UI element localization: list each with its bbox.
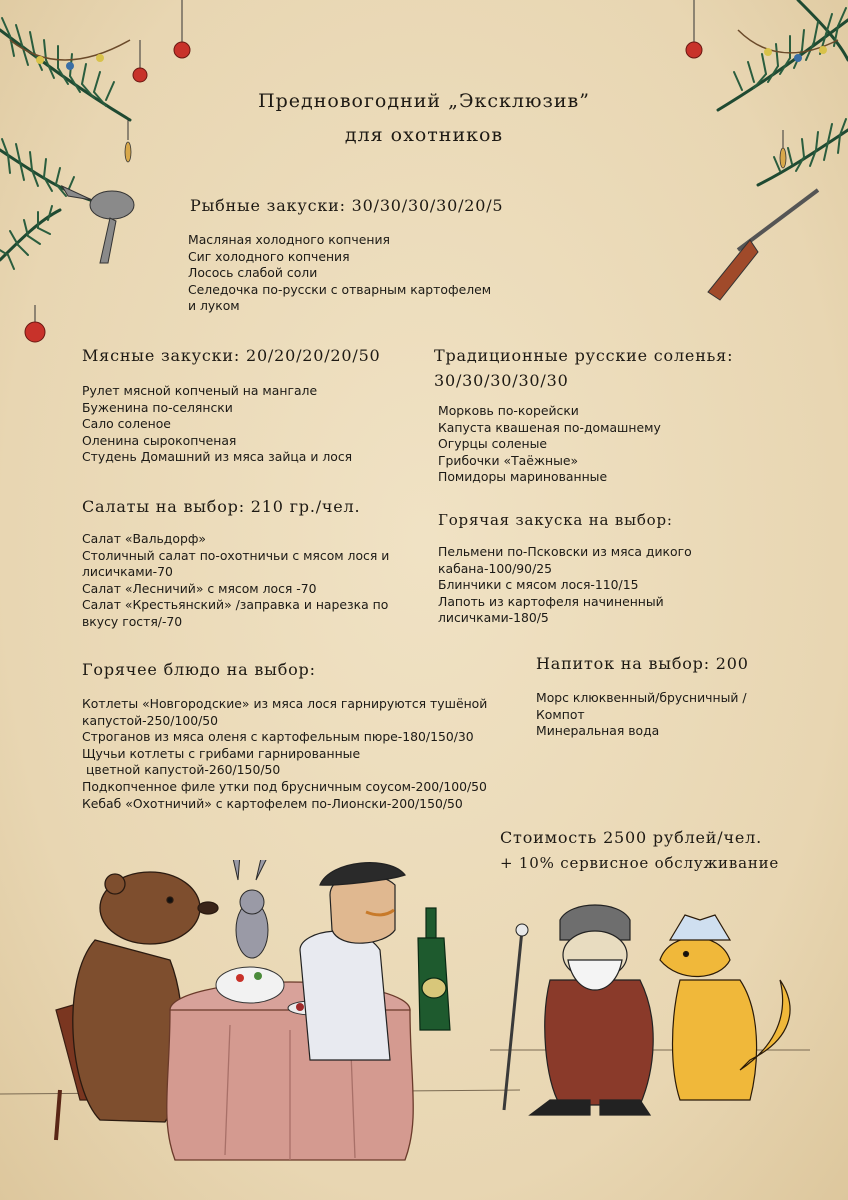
hot-snack-section-heading: Горячая закуска на выбор: xyxy=(438,511,673,529)
list-item: Минеральная вода xyxy=(536,723,660,739)
fish-section-heading: Рыбные закуски: 30/30/30/30/20/5 xyxy=(190,196,504,215)
list-item: цветной капустой-260/150/50 xyxy=(82,762,281,778)
list-item: капустой-250/100/50 xyxy=(82,712,219,728)
list-item: кабана-100/90/25 xyxy=(438,560,553,576)
list-item: Компот xyxy=(536,706,585,722)
service-charge: + 10% сервисное обслуживание xyxy=(500,854,780,872)
menu-title: Предновогодний „Эксклюзив” xyxy=(258,90,590,112)
list-item: Рулет мясной копченый на мангале xyxy=(82,383,318,398)
list-item: Строганов из мяса оленя с картофельным пюре-180/150/30 xyxy=(82,729,474,745)
hunter-and-fox-illustration xyxy=(490,900,810,1130)
list-item: Котлеты «Новгородские» из мяса лося гарнируются тушёной xyxy=(82,696,488,711)
list-item: Сало соленое xyxy=(82,416,171,432)
list-item: вкусу гостя/-70 xyxy=(82,613,183,629)
hot-snack-items-list xyxy=(438,544,692,627)
pine-branches-left-decoration xyxy=(0,0,200,350)
list-item: Пельмени по-Псковски из мяса дикого xyxy=(438,544,692,559)
meat-items-list xyxy=(82,383,352,466)
pickles-section-heading: Традиционные русские соленья: xyxy=(434,346,734,365)
drink-section-heading: Напиток на выбор: 200 xyxy=(536,654,749,673)
menu-subtitle: для охотников xyxy=(344,124,504,146)
feast-table-illustration xyxy=(0,860,520,1200)
salads-section-heading: Салаты на выбор: 210 гр./чел. xyxy=(82,497,361,516)
salads-items-list xyxy=(82,531,389,631)
pine-branches-right-decoration xyxy=(658,0,848,320)
list-item: Селедочка по-русски с отварным картофелем xyxy=(188,281,492,297)
list-item: Столичный салат по-охотничьи с мясом лося и xyxy=(82,547,390,563)
pickles-items-list xyxy=(438,403,661,486)
list-item: Масляная холодного копчения xyxy=(188,232,390,247)
hot-dish-items-list xyxy=(82,696,487,812)
list-item: Салат «Крестьянский» /заправка и нарезка по xyxy=(82,597,389,613)
hot-dish-section-heading: Горячее блюдо на выбор: xyxy=(82,660,316,679)
list-item: и луком xyxy=(188,298,240,314)
list-item: Студень Домашний из мяса зайца и лося xyxy=(82,449,353,465)
price-per-person: Стоимость 2500 рублей/чел. xyxy=(500,828,762,847)
list-item: Щучьи котлеты с грибами гарнированные xyxy=(82,745,361,761)
drink-items-list xyxy=(536,690,747,740)
list-item: лисичками-70 xyxy=(82,564,173,580)
list-item: Капуста квашеная по-домашнему xyxy=(438,419,661,435)
list-item: лисичками-180/5 xyxy=(438,610,549,626)
list-item: Оленина сырокопченая xyxy=(82,432,237,448)
list-item: Салат «Лесничий» с мясом лося -70 xyxy=(82,580,317,596)
list-item: Блинчики с мясом лося-110/15 xyxy=(438,577,639,593)
fish-items-list xyxy=(188,232,491,315)
list-item: Сиг холодного копчения xyxy=(188,248,350,264)
list-item: Буженина по-селянски xyxy=(82,399,233,415)
list-item: Лапоть из картофеля начиненный xyxy=(438,593,664,609)
pickles-section-weights: 30/30/30/30/30 xyxy=(434,371,569,390)
list-item: Морковь по-корейски xyxy=(438,403,579,418)
list-item: Помидоры маринованные xyxy=(438,469,608,485)
list-item: Морс клюквенный/брусничный / xyxy=(536,690,747,705)
list-item: Лосось слабой соли xyxy=(188,265,318,281)
list-item: Подкопченное филе утки под брусничным соусом-200/100/50 xyxy=(82,778,487,794)
list-item: Огурцы соленые xyxy=(438,436,548,452)
list-item: Кебаб «Охотничий» с картофелем по-Лионски-200/150/50 xyxy=(82,795,463,811)
meat-section-heading: Мясные закуски: 20/20/20/20/50 xyxy=(82,346,381,365)
list-item: Грибочки «Таёжные» xyxy=(438,452,579,468)
list-item: Салат «Вальдорф» xyxy=(82,531,206,546)
